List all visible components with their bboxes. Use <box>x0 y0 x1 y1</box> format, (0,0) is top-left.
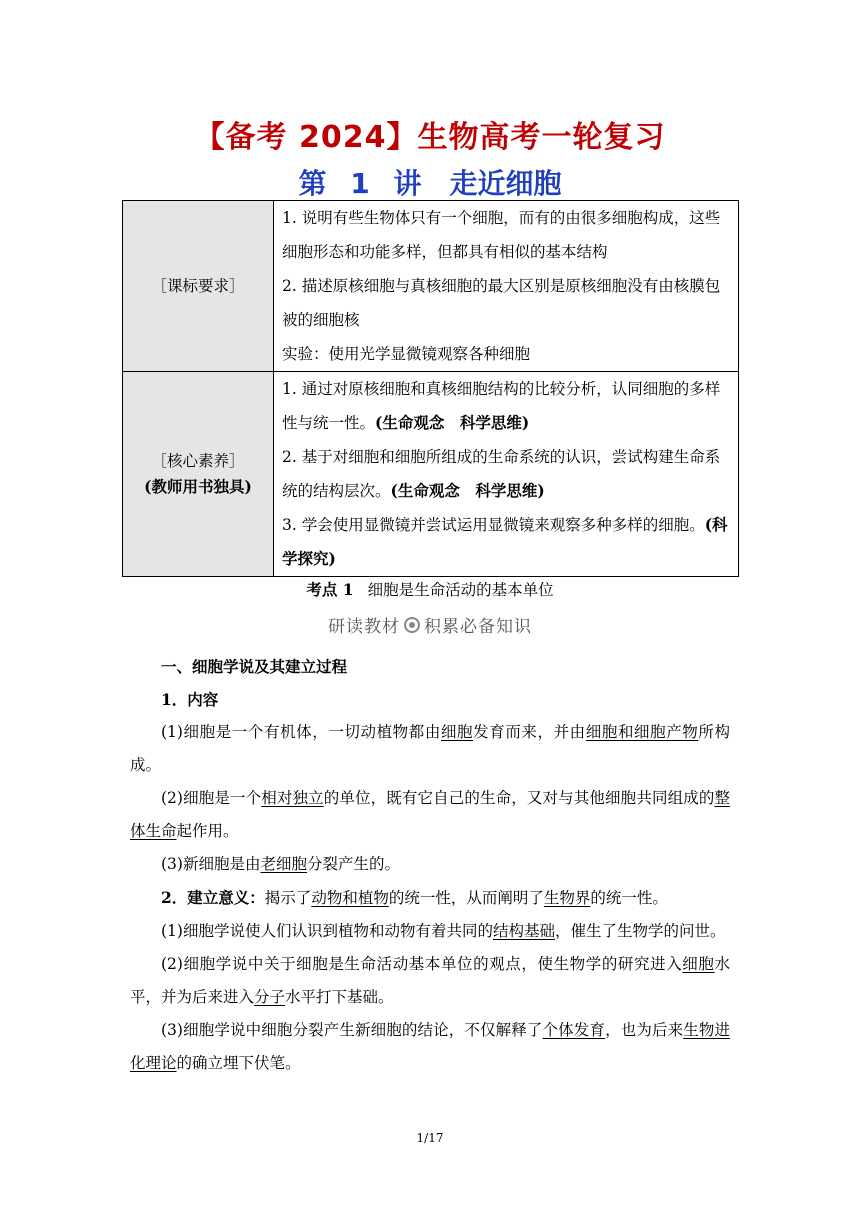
content-body <box>130 650 730 1080</box>
key-term: 细胞和细胞产物 <box>585 723 699 741</box>
row-label-note: (教师用书独具) <box>144 477 252 496</box>
paragraph: (1)细胞学说使人们认识到植物和动物有着共同的结构基础，催生了生物学的问世。 <box>161 922 726 940</box>
requirement-item: 2. 描述原核细胞与真核细胞的最大区别是原核细胞没有由核膜包被的细胞核 <box>282 277 721 329</box>
paragraph: (2)细胞学说中关于细胞是生命活动基本单位的观点，使生物学的研究进入细胞水平，并为后来进入分子水平打下基础。 <box>130 955 730 1006</box>
section-heading: 一、细胞学说及其建立过程 <box>161 657 348 676</box>
key-term: 细胞 <box>682 955 715 973</box>
literacy-item: 2. 基于对细胞和细胞所组成的生命系统的认识，尝试构建生命系统的结构层次。(生命观念 科学思维) <box>282 448 721 500</box>
subsection-heading: 1．内容 <box>161 690 219 709</box>
kaodian-text: 细胞是生命活动的基本单位 <box>367 581 554 599</box>
section-banner <box>0 612 860 637</box>
banner-right: 积累必备知识 <box>424 617 532 637</box>
row-header <box>123 372 274 577</box>
key-term: 动物和植物 <box>311 889 389 907</box>
table-row <box>123 372 739 577</box>
kaodian-number: 考点 1 <box>306 580 354 599</box>
key-term: 相对独立 <box>261 789 324 807</box>
document-title: 【备考 2024】生物高考一轮复习 <box>194 120 666 155</box>
requirement-item: 实验：使用光学显微镜观察各种细胞 <box>282 345 531 363</box>
banner-left: 研读教材 <box>328 617 400 637</box>
key-term: 分子 <box>254 988 286 1006</box>
literacy-item: 3. 学会使用显微镜并尝试运用显微镜来观察多种多样的细胞。(科学探究) <box>282 515 728 568</box>
key-term: 老细胞 <box>260 855 307 873</box>
key-term: 结构基础 <box>492 922 555 940</box>
page-number: 1/17 <box>416 1131 444 1145</box>
requirement-item: 1. 说明有些生物体只有一个细胞，而有的由很多细胞构成，这些细胞形态和功能多样，但都具有相似的基本结构 <box>282 209 721 261</box>
paragraph: (2)细胞是一个相对独立的单位，既有它自己的生命，又对与其他细胞共同组成的整体生命起作用。 <box>130 789 730 840</box>
kaodian-heading <box>0 578 860 600</box>
row-label: ［核心素养］ <box>151 452 245 470</box>
paragraph: (3)新细胞是由老细胞分裂产生的。 <box>161 855 400 873</box>
key-term: 个体发育 <box>542 1021 606 1039</box>
literacy-item: 1. 通过对原核细胞和真核细胞结构的比较分析，认同细胞的多样性与统一性。(生命观念 科学思维) <box>282 380 721 432</box>
literacy-tag: (生命观念 科学思维) <box>375 413 530 432</box>
literacy-tag: (科学探究) <box>282 515 728 568</box>
row-content <box>274 372 739 577</box>
lecture-title: 第 1 讲 走近细胞 <box>298 167 562 200</box>
paragraph: (3)细胞学说中细胞分裂产生新细胞的结论，不仅解释了个体发育，也为后来生物进化理论的确立埋下伏笔。 <box>130 1021 730 1072</box>
key-term: 整体生命 <box>130 789 730 840</box>
table-row <box>123 201 739 372</box>
key-term: 细胞 <box>440 723 474 741</box>
key-term: 生物进化理论 <box>130 1021 730 1072</box>
paragraph: (1)细胞是一个有机体，一切动植物都由细胞发育而来，并由细胞和细胞产物所构成。 <box>130 723 730 774</box>
key-term: 生物界 <box>543 889 591 907</box>
bullet-icon <box>404 617 420 633</box>
row-label: ［课标要求］ <box>151 277 245 295</box>
subsection-heading: 2．建立意义：揭示了动物和植物的统一性，从而阐明了生物界的统一性。 <box>161 888 668 907</box>
requirements-table <box>122 200 739 577</box>
row-header <box>123 201 274 372</box>
row-content <box>274 201 739 372</box>
literacy-tag: (生命观念 科学思维) <box>390 481 545 500</box>
